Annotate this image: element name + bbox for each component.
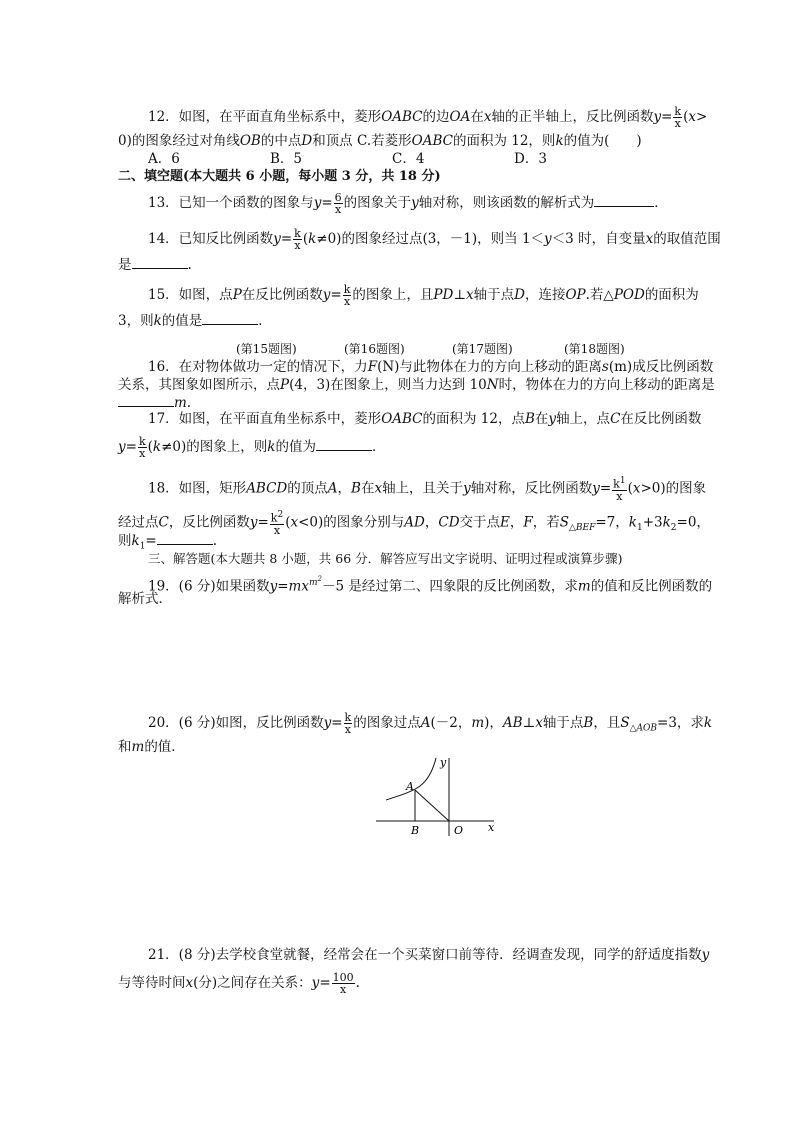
q20-text: k bbox=[703, 715, 713, 731]
q19-text: y bbox=[269, 578, 278, 595]
q18-text: ( bbox=[627, 480, 633, 497]
q20-text: B bbox=[583, 715, 594, 731]
q21-text: y bbox=[701, 947, 710, 963]
q13-text: ． bbox=[654, 195, 668, 211]
q14-line1 bbox=[148, 228, 721, 251]
q21-text: 21．(8 分)去学校食堂就餐，经常会在一个买菜窗口前等待．经调查发现，同学的舒适度指数 bbox=[148, 947, 702, 963]
q12-text: x bbox=[483, 109, 492, 125]
q12-text: 的值为( ) bbox=[563, 133, 642, 149]
q18-text: = bbox=[599, 480, 612, 497]
q12-text: k bbox=[555, 133, 564, 149]
label-a: A bbox=[406, 780, 414, 793]
q18-text: <0)的图象分别与 bbox=[298, 514, 405, 531]
q21-line1 bbox=[148, 946, 709, 964]
frac-den: x bbox=[340, 983, 347, 996]
q18-text: △BEF bbox=[569, 523, 596, 534]
q15-fraction bbox=[343, 284, 352, 307]
q18-text: =0， bbox=[676, 514, 710, 531]
q18-text: 在 bbox=[360, 480, 375, 497]
q17-text: C bbox=[610, 411, 621, 427]
q14-text: 是 bbox=[118, 257, 132, 273]
q21-text: = bbox=[319, 975, 331, 991]
q20-text: )， bbox=[484, 715, 503, 731]
q17-text: k bbox=[267, 439, 276, 455]
frac-num: 100 bbox=[332, 971, 354, 984]
q12-text: 的边 bbox=[422, 109, 450, 125]
q15-text: POD bbox=[613, 287, 645, 303]
q20-text: =3，求 bbox=[657, 715, 704, 731]
section3-title: 三、解答题(本大题共 8 小题，共 66 分．解答应写出文字说明、证明过程或演算步骤) bbox=[148, 551, 623, 566]
q18-text: AD bbox=[404, 514, 425, 531]
q12-line2 bbox=[118, 132, 642, 150]
q18-text: ABCD bbox=[246, 480, 288, 497]
q15-text: OP bbox=[565, 287, 586, 303]
q21-text: 与等待时间 bbox=[118, 975, 186, 991]
q15-text: 的面积为 bbox=[644, 287, 699, 303]
q13-text: y bbox=[313, 195, 322, 211]
frac-den: x bbox=[616, 489, 623, 503]
q20-text: (－2， bbox=[430, 715, 472, 731]
q16-text: (m)成反比例函数 bbox=[608, 359, 714, 375]
q19-line2: 解析式． bbox=[118, 591, 172, 607]
q12-text: OA bbox=[449, 109, 471, 125]
q18-text: = bbox=[145, 533, 157, 549]
q18-text: 的顶点 bbox=[287, 480, 328, 497]
q16-text: s bbox=[601, 359, 609, 375]
frac-num-k: k bbox=[613, 477, 620, 491]
q14-text: x bbox=[645, 231, 654, 247]
q15-text: P bbox=[232, 287, 242, 303]
q14-fraction bbox=[293, 228, 302, 251]
q20-text: = bbox=[331, 715, 343, 731]
q21-line2 bbox=[118, 972, 360, 995]
q17-line1 bbox=[148, 410, 701, 428]
answer-blank[interactable] bbox=[118, 394, 174, 407]
frac-num: k bbox=[344, 711, 352, 724]
q17-text: B bbox=[525, 411, 535, 427]
q18-text: 则 bbox=[118, 533, 132, 549]
frac-den: x bbox=[343, 295, 351, 308]
frac-num bbox=[270, 510, 284, 525]
caption-fig17: (第17题图) bbox=[452, 342, 513, 356]
q18-text: F bbox=[523, 514, 533, 531]
q14-text: . bbox=[187, 257, 192, 273]
q12-text: y bbox=[653, 109, 662, 125]
q15-text: = bbox=[330, 287, 342, 303]
q14-line2 bbox=[118, 256, 192, 274]
q18-text: 1 bbox=[636, 523, 643, 534]
q20-text: △AOB bbox=[629, 723, 658, 734]
answer-blank[interactable] bbox=[132, 256, 188, 269]
q18-text: C bbox=[158, 514, 169, 531]
q12-line1 bbox=[148, 106, 707, 129]
q21-fraction bbox=[332, 972, 355, 995]
q21-text: y bbox=[311, 975, 320, 991]
q21-text: (分)之间存在关系： bbox=[193, 975, 312, 991]
answer-blank[interactable] bbox=[202, 312, 258, 325]
q12-fraction bbox=[673, 106, 682, 129]
q18-fraction-k2 bbox=[270, 510, 284, 536]
frac-num: k bbox=[674, 105, 682, 118]
q12-text: OB bbox=[239, 133, 261, 149]
frac-num: k bbox=[343, 283, 351, 296]
q17-text: OABC bbox=[381, 411, 423, 427]
caption-fig16: (第16题图) bbox=[344, 342, 405, 356]
q12-text: 轴的正半轴上，反比例函数 bbox=[491, 109, 654, 125]
q12-text: D bbox=[301, 133, 313, 149]
q17-text: 在反比例函数 bbox=[620, 411, 702, 427]
q13-line1 bbox=[148, 192, 668, 215]
frac-num-sup: 2 bbox=[277, 510, 284, 520]
q14-text: ( bbox=[302, 231, 309, 247]
q20-text: 的图象过点 bbox=[353, 715, 421, 731]
q16-text: (N)与此物体在力的方向上移动的距离 bbox=[377, 359, 602, 375]
q21-text: x bbox=[185, 975, 194, 991]
frac-num-k: k bbox=[270, 511, 278, 525]
q18-text: ， bbox=[337, 480, 352, 497]
q12-text: 12．如图，在平面直角坐标系中，菱形 bbox=[148, 109, 382, 125]
q19-text: m bbox=[308, 578, 318, 588]
q18-line1 bbox=[148, 476, 706, 502]
q19-text: = bbox=[277, 578, 289, 595]
q20-line2 bbox=[118, 738, 185, 756]
q18-fraction-k1 bbox=[612, 476, 626, 502]
segment-ao bbox=[415, 790, 449, 821]
q15-text: 在反比例函数 bbox=[241, 287, 323, 303]
caption-fig18: (第18题图) bbox=[564, 342, 625, 356]
q12-text: 在 bbox=[470, 109, 484, 125]
q12-text: OABC bbox=[381, 109, 423, 125]
frac-num: k bbox=[294, 227, 301, 240]
q18-text: E bbox=[500, 514, 510, 531]
q20-text: ，且 bbox=[593, 715, 621, 731]
hyperbola-curve bbox=[386, 758, 436, 800]
frac-den: x bbox=[294, 239, 301, 252]
q19-text: 的值和反比例函数的 bbox=[590, 578, 713, 595]
q20-text: AB bbox=[502, 715, 523, 731]
option-b: B．5 bbox=[270, 151, 303, 167]
label-y: y bbox=[440, 756, 447, 769]
q18-text: 轴上，且关于 bbox=[382, 480, 464, 497]
q18-text: x bbox=[290, 514, 299, 531]
q17-text: 的面积为 12，点 bbox=[422, 411, 525, 427]
frac-num: 6 bbox=[334, 191, 342, 204]
q20-line1 bbox=[148, 712, 712, 738]
q12-text: 和顶点 C.若菱形 bbox=[312, 133, 412, 149]
q18-text: B bbox=[351, 480, 361, 497]
frac-num bbox=[612, 476, 626, 491]
q18-text: k bbox=[628, 514, 637, 531]
q13-text: = bbox=[321, 195, 333, 211]
answer-blank[interactable] bbox=[157, 532, 213, 545]
q20-figure bbox=[376, 758, 506, 848]
q18-text: x bbox=[632, 480, 641, 497]
q20-text: 20．(6 分)如图，反比例函数 bbox=[148, 715, 324, 731]
q12-text: 0)的图象经过对角线 bbox=[118, 133, 240, 149]
q16-text: 时，物体在力的方向上移动的距离是 bbox=[498, 377, 715, 393]
q12-text: ( bbox=[683, 109, 689, 125]
q17-text: y bbox=[548, 411, 557, 427]
q18-text: . bbox=[212, 533, 218, 549]
q19-text: mx bbox=[288, 578, 309, 595]
q12-text: = bbox=[661, 109, 673, 125]
q18-text: ， bbox=[424, 514, 439, 531]
label-b: B bbox=[411, 824, 420, 837]
option-c: C．4 bbox=[392, 151, 425, 167]
q14-text: 14．已知反比例函数 bbox=[148, 231, 274, 247]
q14-text: y bbox=[273, 231, 281, 247]
q18-text: x bbox=[374, 480, 383, 497]
q17-text: ( bbox=[147, 439, 153, 455]
q20-text: 轴于点 bbox=[542, 715, 584, 731]
q19-text: －5 是经过第二、四象限的反比例函数，求 bbox=[321, 578, 578, 595]
q12-text: 的中点 bbox=[260, 133, 302, 149]
q16-text: (4，3)在图象上，则当力达到 10 bbox=[289, 377, 487, 393]
q16-line1 bbox=[148, 358, 713, 376]
q19-text: m bbox=[577, 578, 591, 595]
q17-text: ． bbox=[371, 439, 386, 455]
option-a: A．6 bbox=[148, 151, 180, 167]
q20-text: m bbox=[131, 739, 145, 755]
q15-text: 的图象上，且 bbox=[352, 287, 434, 303]
q20-text: 和 bbox=[118, 739, 132, 755]
q14-text: k bbox=[308, 231, 317, 247]
section2-title: 二、填空题(本大题共 6 小题，每小题 3 分，共 18 分) bbox=[118, 169, 441, 184]
q19-text: 2 bbox=[317, 575, 322, 583]
frac-den: x bbox=[273, 523, 281, 537]
q15-text: 的值是 bbox=[161, 313, 203, 329]
q20-text: S bbox=[620, 715, 630, 731]
q19-text: 19．(6 分)如果函数 bbox=[148, 578, 270, 595]
label-o: O bbox=[454, 824, 464, 837]
q15-text: D bbox=[514, 287, 525, 303]
q20-text: 的值． bbox=[144, 739, 185, 755]
q15-text: ． bbox=[258, 313, 272, 329]
label-x: x bbox=[488, 821, 495, 834]
q18-text: ，反比例函数 bbox=[168, 514, 250, 531]
q18-text: ， bbox=[509, 514, 524, 531]
q20-fraction bbox=[344, 712, 353, 735]
q20-text: m bbox=[471, 715, 485, 731]
frac-den: x bbox=[674, 117, 681, 130]
q16-text: N bbox=[486, 377, 499, 393]
q15-text: x bbox=[466, 287, 474, 303]
q14-text: = bbox=[280, 231, 293, 247]
q17-text: k bbox=[152, 439, 162, 455]
q20-text: ⊥ bbox=[522, 715, 536, 731]
q17-text: 轴上，点 bbox=[556, 411, 611, 427]
q17-text: 17．如图，在平面直角坐标系中，菱形 bbox=[148, 411, 382, 427]
q18-text: ，若 bbox=[532, 514, 560, 531]
q15-text: ⊥ bbox=[453, 287, 467, 303]
q14-text: ＜3 时，自变量 bbox=[551, 231, 646, 247]
q17-text: 的值为 bbox=[275, 439, 316, 455]
q17-line2 bbox=[118, 436, 385, 459]
q12-text: x bbox=[688, 109, 696, 125]
q15-line2 bbox=[118, 312, 272, 330]
frac-num: k bbox=[138, 435, 146, 448]
q15-text: ，连接 bbox=[524, 287, 566, 303]
q20-text: x bbox=[535, 715, 543, 731]
q15-line1 bbox=[148, 284, 699, 307]
answer-blank[interactable] bbox=[594, 194, 654, 207]
q15-text: k bbox=[153, 313, 162, 329]
q12-options bbox=[148, 150, 547, 168]
q16-text: m. bbox=[174, 395, 192, 411]
q13-text: 13．已知一个函数的图象与 bbox=[148, 195, 314, 211]
q17-text: y bbox=[118, 439, 126, 455]
q13-text: 的图象关于 bbox=[343, 195, 412, 211]
q16-text: 关系，其图象如图所示，点 bbox=[118, 377, 280, 393]
caption-fig15: (第15题图) bbox=[236, 342, 297, 356]
q17-text: ≠0)的图象上，则 bbox=[161, 439, 268, 455]
q18-text: 2 bbox=[670, 523, 677, 534]
frac-num-sup: 1 bbox=[619, 476, 626, 486]
q16-text: 16．在对物体做功一定的情况下，力 bbox=[148, 359, 368, 375]
q19-exponent bbox=[308, 575, 322, 588]
q18-text: y bbox=[463, 480, 471, 497]
q18-text: 交于点 bbox=[459, 514, 501, 531]
q18-text: 1 bbox=[139, 541, 146, 552]
q17-fraction bbox=[138, 436, 147, 459]
q18-text: CD bbox=[438, 514, 460, 531]
q18-text: k bbox=[662, 514, 671, 531]
q14-text: y bbox=[544, 231, 552, 247]
q13-text: 轴对称，则该函数的解析式为 bbox=[418, 195, 595, 211]
q12-text: > bbox=[696, 109, 708, 125]
q15-text: 轴于点 bbox=[473, 287, 515, 303]
q15-text: 3，则 bbox=[118, 313, 154, 329]
frac-den: x bbox=[139, 447, 146, 460]
q17-text: 在 bbox=[534, 411, 549, 427]
q16-text: F bbox=[367, 359, 378, 375]
q13-text: y bbox=[411, 195, 419, 211]
q18-text: y bbox=[592, 480, 600, 497]
q15-text: PD bbox=[433, 287, 454, 303]
option-d: D．3 bbox=[514, 151, 547, 167]
q15-text: .若△ bbox=[585, 287, 614, 303]
q18-text: =7， bbox=[595, 514, 629, 531]
q18-text: ( bbox=[285, 514, 291, 531]
q21-text: . bbox=[355, 975, 360, 991]
q15-text: 15．如图，点 bbox=[148, 287, 233, 303]
q15-text: y bbox=[322, 287, 331, 303]
q18-text: >0)的图象 bbox=[640, 480, 707, 497]
q12-text: 的面积为 12，则 bbox=[452, 133, 556, 149]
q12-text: OABC bbox=[411, 133, 453, 149]
figure-captions bbox=[236, 340, 625, 358]
q18-text: k bbox=[131, 533, 140, 549]
q18-text: A bbox=[327, 480, 338, 497]
q18-text: 18．如图，矩形 bbox=[148, 480, 247, 497]
q18-text: 轴对称，反比例函数 bbox=[470, 480, 593, 497]
q18-text: 经过点 bbox=[118, 514, 159, 531]
q14-text: ≠0)的图象经过点(3，－1)，则当 1＜ bbox=[316, 231, 545, 247]
q16-line2 bbox=[118, 376, 715, 394]
q20-text: y bbox=[323, 715, 332, 731]
answer-blank[interactable] bbox=[316, 438, 372, 451]
q18-text: +3 bbox=[642, 514, 663, 531]
q18-text: = bbox=[257, 514, 269, 531]
frac-den: x bbox=[344, 723, 351, 736]
q18-text: y bbox=[249, 514, 258, 531]
q20-text: A bbox=[420, 715, 431, 731]
q16-text: P bbox=[280, 377, 290, 393]
q13-fraction bbox=[334, 192, 343, 215]
q18-text: S bbox=[559, 514, 569, 531]
q14-text: 的取值范围 bbox=[653, 231, 721, 247]
q19-line1 bbox=[148, 570, 712, 596]
q17-text: = bbox=[125, 439, 137, 455]
frac-den: x bbox=[335, 203, 342, 216]
